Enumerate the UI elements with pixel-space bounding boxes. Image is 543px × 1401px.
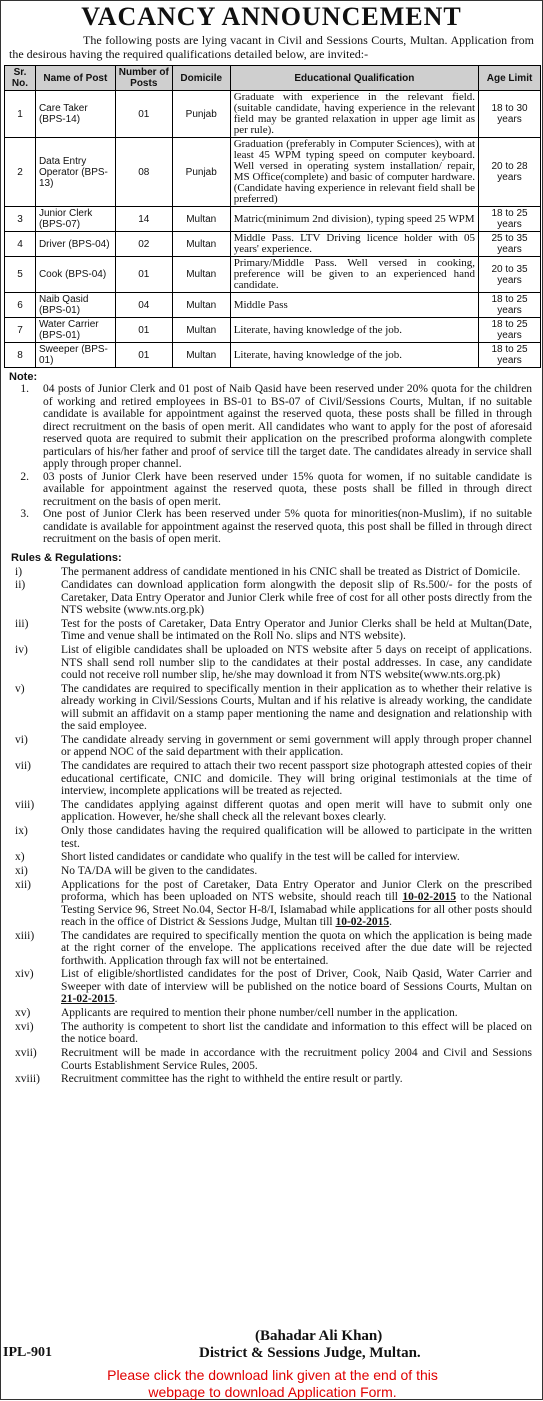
cell-post: Driver (BPS-04) <box>35 232 115 257</box>
rule-number: viii) <box>15 798 35 811</box>
cell-domicile: Multan <box>172 257 230 293</box>
rule-item <box>1 825 542 850</box>
rule-text: The candidates are required to attach their two recent passport size photograph attested copies of their educational certificate, CNIC and domicile. They will bring original testimonials at the time of interview, incomplete applications will be treated as rejected. <box>61 760 532 798</box>
rule-number: xvii) <box>15 1047 37 1059</box>
cell-sr: 1 <box>5 91 36 138</box>
note-item <box>1 508 532 546</box>
rule-text: The authority is competent to short list the candidate and information to this effect will be placed on the notice board. <box>61 1020 532 1046</box>
rule-item <box>1 1047 542 1072</box>
note-heading: Note: <box>9 371 38 383</box>
column-header: Age Limit <box>479 66 541 91</box>
download-notice <box>1 1367 543 1401</box>
rule-number: ix) <box>15 825 28 837</box>
cell-num: 02 <box>115 232 172 257</box>
cell-post: Sweeper (BPS-01) <box>35 343 115 368</box>
cell-num: 04 <box>115 293 172 318</box>
rule-text: Recruitment will be made in accordance with the recruitment policy 2004 and Civil and Sessions Courts Establishment Service Rules, 2005. <box>61 1047 532 1072</box>
cell-sr: 7 <box>5 318 36 343</box>
cell-post: Care Taker (BPS-14) <box>35 91 115 138</box>
rule-text-part: to the National Testing Service 96, Street No.04, Sector H-8/I, Islamabad while applications for all other posts should reach in the office of District & Sessions Judge, Multan till <box>61 891 533 929</box>
note-text: 03 posts of Junior Clerk have been reserved under 15% quota for women, if no suitable candidate is available for appointment against the reserved quota, these posts shall be filled in through direct recruitment on the basis of open merit. <box>43 470 532 508</box>
rule-number: xiv) <box>15 968 34 981</box>
cell-age: 18 to 25 years <box>479 293 541 318</box>
rule-item <box>1 683 542 733</box>
cell-qualification: Primary/Middle Pass. Well versed in cooking, preference will be given to an experienced hand candidate. <box>230 257 478 293</box>
deadline-date: 10-02-2015 <box>335 916 390 929</box>
cell-qualification: Middle Pass. LTV Driving licence holder with 05 years' experience. <box>230 232 478 257</box>
cell-domicile: Multan <box>172 318 230 343</box>
cell-num: 01 <box>115 257 172 293</box>
cell-post: Junior Clerk (BPS-07) <box>35 207 115 232</box>
cell-domicile: Punjab <box>172 138 230 207</box>
rule-number: x) <box>15 851 25 864</box>
cell-post: Cook (BPS-04) <box>35 257 115 293</box>
rule-item <box>1 851 542 864</box>
rule-number: xi) <box>15 864 28 877</box>
rule-text-part: List of eligible/shortlisted candidates for the post of Driver, Cook, Naib Qasid, Water Carrier and Sweeper with date of interview will be published on the notice board of Sessions Courts, Multan on <box>61 968 532 993</box>
rule-number: i) <box>15 565 23 578</box>
table-row <box>5 232 541 257</box>
cell-age: 18 to 25 years <box>479 343 541 368</box>
cell-sr: 8 <box>5 343 36 368</box>
cell-num: 08 <box>115 138 172 207</box>
table-row <box>5 293 541 318</box>
rule-text: The candidates are required to specifically mention the quota on which the application is being made at the right corner of the envelope. The applications received after the due date will be rejected forthwith. Application through fax will not be entertained. <box>61 929 532 967</box>
table-row <box>5 257 541 293</box>
table-row <box>5 343 541 368</box>
note-text: 04 posts of Junior Clerk and 01 post of Naib Qasid have been reserved under 20% quota for the children of working and retired employees in BS-01 to BS-07 of Civil/Sessions Courts, Multan, if no suitable candidate is available for appointment against the reserved quota, these posts shall be filled in through direct recruitment on the basis of open merit. All candidates who want to apply for the post of aforesaid reserved quota are required to submit their application on the prescribed proforma alongwith complete particulars of his/her father and proof of service till the target date. The candidates already in service shall apply through proper channel. <box>43 383 532 470</box>
column-header: Name of Post <box>35 66 115 91</box>
rule-item <box>1 930 542 968</box>
column-header: Sr. No. <box>5 66 36 91</box>
cell-sr: 2 <box>5 138 36 207</box>
rule-text: Candidates can download application form alongwith the deposit slip of Rs.500/- for the posts of Caretaker, Data Entry Operator and Junior Clerk while free of cost for all other posts directly from the NTS website (www.nts.org.pk) <box>61 579 532 617</box>
note-item <box>1 471 532 509</box>
rule-text-part: . <box>114 993 118 1006</box>
cell-post: Data Entry Operator (BPS-13) <box>35 138 115 207</box>
rule-text: No TA/DA will be given to the candidates. <box>61 864 258 877</box>
rule-number: iv) <box>15 644 28 657</box>
table-header-row <box>5 66 541 91</box>
rule-number: xiii) <box>15 929 35 942</box>
vacancy-table <box>4 65 541 368</box>
cell-num: 01 <box>115 343 172 368</box>
cell-num: 01 <box>115 91 172 138</box>
rule-text-part: . <box>389 916 393 929</box>
rule-text: The candidates applying against different quotas and open merit will have to submit only one application. However, he/she shall check all the relevant boxes clearly. <box>61 798 532 824</box>
column-header: Domicile <box>172 66 230 91</box>
cell-qualification: Graduation (preferably in Computer Sciences), with at least 45 WPM typing speed on computer keyboard. Well versed in operating system installation/ repair, MS Office(complete) and basic of computer hardware. (Candidate having experience in relevant field shall be preferred) <box>230 138 478 207</box>
rule-item <box>1 1007 542 1020</box>
vacancy-rows <box>5 91 541 368</box>
table-row <box>5 318 541 343</box>
publish-date: 21-02-2015 <box>61 993 115 1006</box>
cell-num: 14 <box>115 207 172 232</box>
rule-text: The candidate already serving in government or semi government will apply through proper channel or append NOC of the said department with their application. <box>61 733 532 759</box>
rule-text <box>61 968 532 1006</box>
cell-age: 18 to 25 years <box>479 318 541 343</box>
note-text: One post of Junior Clerk has been reserved under 5% quota for minorities(non-Muslim), if no suitable candidate is available for appointment against the reserved quota, this post shall be filled in through direct recruitment on the basis of open merit. <box>43 508 532 545</box>
rule-item <box>1 734 542 759</box>
cell-domicile: Multan <box>172 293 230 318</box>
rule-item <box>1 1021 542 1046</box>
rule-item <box>1 644 542 682</box>
rule-text: Applicants are required to mention their phone number/cell number in the application. <box>61 1007 458 1020</box>
cell-age: 20 to 35 years <box>479 257 541 293</box>
rule-item <box>1 1073 542 1086</box>
cell-age: 18 to 25 years <box>479 207 541 232</box>
rule-item <box>1 879 542 929</box>
cell-age: 25 to 35 years <box>479 232 541 257</box>
rule-item <box>1 799 542 824</box>
rule-item <box>1 618 542 643</box>
cell-qualification: Graduate with experience in the relevant field. (suitable candidate, having experience in the relevant field may be granted relaxation in upper age limit as per rule). <box>230 91 478 138</box>
cell-qualification: Middle Pass <box>230 293 478 318</box>
column-header: Number of Posts <box>115 66 172 91</box>
rule-number: xii) <box>15 878 31 891</box>
cell-qualification: Literate, having knowledge of the job. <box>230 343 478 368</box>
rule-number: ii) <box>15 579 26 592</box>
rule-text-part: Applications for the post of Caretaker, Data Entry Operator and Junior Clerk on the prescribed proforma, which has been uploaded on NTS website, should reach till <box>61 878 532 904</box>
rule-number: vi) <box>15 733 28 746</box>
rule-text: The permanent address of candidate mentioned in his CNIC shall be treated as District of Domicile. <box>61 565 521 578</box>
rules-heading: Rules & Regulations: <box>11 551 122 564</box>
intro-paragraph <box>1 33 542 61</box>
rule-number: v) <box>15 682 25 695</box>
cell-qualification: Literate, having knowledge of the job. <box>230 318 478 343</box>
cell-age: 18 to 30 years <box>479 91 541 138</box>
rule-item <box>1 760 542 798</box>
cell-domicile: Punjab <box>172 91 230 138</box>
rule-number: xvi) <box>15 1020 34 1033</box>
rule-text: Short listed candidates or candidate who qualify in the test will be called for interview. <box>61 851 460 864</box>
ipl-reference: IPL-901 <box>3 1345 52 1360</box>
rule-text: List of eligible candidates shall be uploaded on NTS website after 5 days on receipt of applications. NTS shall send roll number slip to the candidates at their postal addresses. In case, any candidate could not receive roll number slip, he/she may download it from NTS website(www.nts.org.pk) <box>61 644 532 682</box>
cell-num: 01 <box>115 318 172 343</box>
page-title: VACANCY ANNOUNCEMENT <box>81 2 462 31</box>
signatory-name: (Bahadar Ali Khan) <box>255 1328 383 1344</box>
signature-block <box>1 1328 543 1364</box>
rule-item <box>1 968 542 1006</box>
rule-text: Only those candidates having the required qualification will be allowed to participate in the written test. <box>61 825 532 850</box>
rule-text: Recruitment committee has the right to withheld the entire result or partly. <box>61 1073 403 1086</box>
note-number: 2. <box>20 470 29 483</box>
cell-domicile: Multan <box>172 232 230 257</box>
column-header: Educational Qualification <box>230 66 478 91</box>
note-number: 1. <box>20 383 29 395</box>
note-list <box>1 383 542 546</box>
table-row <box>5 91 541 138</box>
rule-text: Test for the posts of Caretaker, Data Entry Operator and Junior Clerks shall be held at Multan(Date, Time and venue shall be intimated on the Roll No. slips and NTS website). <box>61 617 532 643</box>
cell-qualification: Matric(minimum 2nd division), typing speed 25 WPM <box>230 207 478 232</box>
cell-domicile: Multan <box>172 343 230 368</box>
cell-sr: 3 <box>5 207 36 232</box>
rule-number: vii) <box>15 760 31 773</box>
cell-sr: 5 <box>5 257 36 293</box>
cell-sr: 6 <box>5 293 36 318</box>
table-row <box>5 207 541 232</box>
rule-item <box>1 566 542 579</box>
rules-list <box>1 566 542 1086</box>
note-number: 3. <box>20 508 29 520</box>
cell-sr: 4 <box>5 232 36 257</box>
download-notice-line: webpage to download Application Form. <box>148 1384 397 1400</box>
rule-number: iii) <box>15 617 29 630</box>
signatory-office: District & Sessions Judge, Multan. <box>199 1345 421 1361</box>
rule-text <box>61 879 532 929</box>
rule-text: The candidates are required to specifically mention in their application as to whether their relative is already working in Civil/Sessions Courts, Multan and if his relative is already working, the candidate will submit an affidavit on a stamp paper mentioning the name and designation and relationship with the said employee. <box>61 682 532 733</box>
rule-item <box>1 865 542 878</box>
cell-domicile: Multan <box>172 207 230 232</box>
note-item <box>1 383 532 471</box>
cell-post: Water Carrier (BPS-01) <box>35 318 115 343</box>
rule-number: xviii) <box>15 1073 40 1086</box>
download-notice-line: Please click the download link given at the end of this <box>107 1367 438 1383</box>
deadline-date: 10-02-2015 <box>402 891 457 904</box>
table-row <box>5 138 541 207</box>
rule-number: xv) <box>15 1007 31 1020</box>
cell-post: Naib Qasid (BPS-01) <box>35 293 115 318</box>
rule-item <box>1 579 542 617</box>
intro-text: The following posts are lying vacant in Civil and Sessions Courts, Multan. Application from the desirous having the required qualifications detailed below, are invited:- <box>9 33 534 61</box>
cell-age: 20 to 28 years <box>479 138 541 207</box>
